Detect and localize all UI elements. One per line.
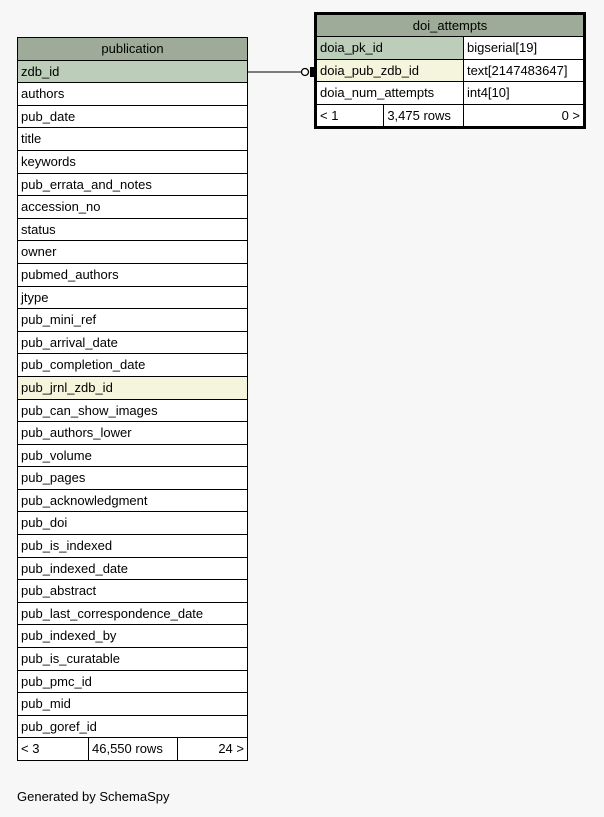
parent-count-link[interactable]: < 3 [18,738,89,761]
column-row[interactable] [18,580,248,603]
column-name: pub_completion_date [18,354,248,377]
column-row[interactable] [18,263,248,286]
column-name: pub_goref_id [18,715,248,738]
column-row[interactable] [18,173,248,196]
column-name: pub_pmc_id [18,670,248,693]
child-count-link[interactable]: 0 > [463,104,584,127]
column-name: pub_can_show_images [18,399,248,422]
column-row[interactable] [18,331,248,354]
column-name: pub_last_correspondence_date [18,602,248,625]
column-row[interactable] [18,535,248,558]
column-row[interactable] [18,83,248,106]
parent-count-link[interactable]: < 1 [316,104,384,127]
column-type: int4[10] [463,82,584,104]
column-row[interactable] [316,82,585,104]
column-row[interactable] [18,60,248,83]
column-row[interactable] [316,37,585,59]
column-name: doia_num_attempts [316,82,464,104]
column-row[interactable] [18,670,248,693]
column-row[interactable] [18,693,248,716]
column-type: bigserial[19] [463,37,584,59]
column-row[interactable] [18,512,248,535]
column-name: pub_date [18,105,248,128]
column-name: jtype [18,286,248,309]
table-header-row [18,38,248,61]
column-row[interactable] [18,648,248,671]
column-row[interactable] [18,105,248,128]
column-name: pubmed_authors [18,263,248,286]
column-name: pub_arrival_date [18,331,248,354]
table-doi-attempts[interactable] [314,12,586,129]
column-name: pub_indexed_by [18,625,248,648]
column-row[interactable] [18,444,248,467]
column-row[interactable] [18,489,248,512]
column-name: pub_indexed_date [18,557,248,580]
child-count-link[interactable]: 24 > [178,738,248,761]
row-count: 46,550 rows [89,738,178,761]
table-title[interactable]: doi_attempts [316,14,585,37]
table-title[interactable]: publication [18,38,248,61]
column-name: pub_is_indexed [18,535,248,558]
column-name: pub_jrnl_zdb_id [18,376,248,399]
column-row[interactable] [18,625,248,648]
column-name: keywords [18,150,248,173]
generated-by-label: Generated by SchemaSpy [17,789,170,804]
table-publication[interactable] [17,37,248,761]
column-row[interactable] [18,422,248,445]
column-name: pub_mini_ref [18,309,248,332]
table-footer-row [18,738,248,761]
column-row[interactable] [316,59,585,81]
column-name: pub_errata_and_notes [18,173,248,196]
column-type: text[2147483647] [463,59,584,81]
column-name: zdb_id [18,60,248,83]
column-row[interactable] [18,241,248,264]
column-name: title [18,128,248,151]
column-row[interactable] [18,196,248,219]
column-name: pub_doi [18,512,248,535]
column-name: owner [18,241,248,264]
table-header-row [316,14,585,37]
column-name: pub_is_curatable [18,648,248,671]
column-name: pub_pages [18,467,248,490]
column-name: doia_pub_zdb_id [316,59,464,81]
column-row[interactable] [18,354,248,377]
column-row[interactable] [18,467,248,490]
column-row[interactable] [18,218,248,241]
column-name: authors [18,83,248,106]
column-row[interactable] [18,286,248,309]
column-name: doia_pk_id [316,37,464,59]
column-row[interactable] [18,602,248,625]
column-name: status [18,218,248,241]
column-name: pub_acknowledgment [18,489,248,512]
table-footer-row [316,104,585,127]
column-row[interactable] [18,309,248,332]
column-name: pub_mid [18,693,248,716]
column-row[interactable] [18,715,248,738]
column-row[interactable] [18,399,248,422]
column-row[interactable] [18,150,248,173]
zero-or-many-marker [302,69,309,76]
column-row[interactable] [18,128,248,151]
column-name: pub_volume [18,444,248,467]
row-count: 3,475 rows [384,104,464,127]
column-name: pub_abstract [18,580,248,603]
column-name: pub_authors_lower [18,422,248,445]
column-name: accession_no [18,196,248,219]
column-row[interactable] [18,376,248,399]
column-row[interactable] [18,557,248,580]
